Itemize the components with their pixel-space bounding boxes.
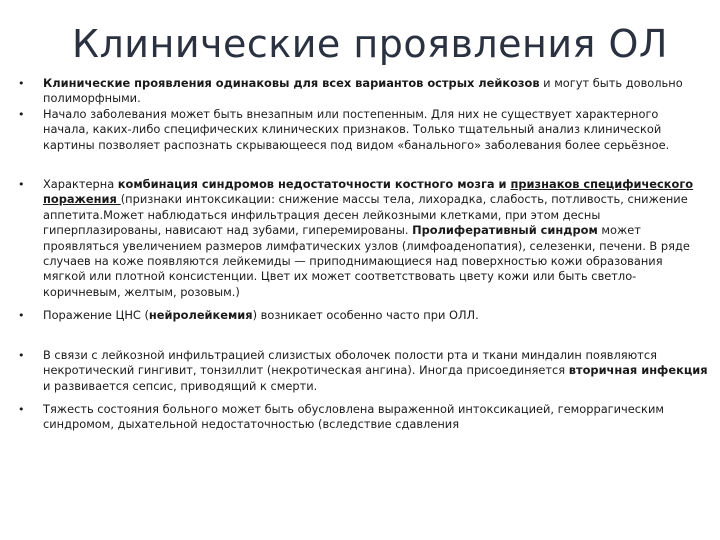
bullet-item-5 <box>18 348 708 394</box>
bullet-icon: • <box>18 402 25 416</box>
bullet-icon: • <box>18 309 25 323</box>
bullet-item-1 <box>18 76 708 107</box>
bullet-text: Поражение ЦНС (нейролейкемия) возникает особенно часто при ОЛЛ. <box>43 308 479 323</box>
bullet-icon: • <box>18 178 25 192</box>
bullet-item-4 <box>18 308 708 323</box>
slide-title: Клинические проявления ОЛ <box>72 22 668 66</box>
bullet-item-6 <box>18 402 708 433</box>
bullet-item-3 <box>18 177 708 300</box>
bullet-text: Тяжесть состояния больного может быть обусловлена выраженной интоксикацией, геморрагическим синдромом, дыхательной недостаточностью (вследствие сдавления <box>43 401 664 432</box>
bullet-icon: • <box>18 77 25 90</box>
bullet-text: Начало заболевания может быть внезапным или постепенным. Для них не существует характерного начала, каких-либо специфических клинических признаков. Только тщательный анализ клинической картины позволяет распознать скрывающееся под видом «банального» заболевания более серьёзное. <box>43 106 670 152</box>
bullet-item-2 <box>18 107 708 153</box>
bullet-text: Характерна комбинация синдромов недостаточности костного мозга и признаков специфического поражения (признаки интоксикации: снижение массы тела, лихорадка, слабость, потливость, снижение аппетита.Может наблюдаться инфильтрация десен лейкозными клетками, при этом десны гиперплазированы, нависают над зубами, гиперемированы. Пролиферативный синдром может проявляться увеличением размеров лимфатических узлов (лимфоаденопатия), селезенки, печени. В ряде случаев на коже появляются лейкемиды — приподнимающиеся над поверхностью кожи образования мягкой или плотной консистенции. Цвет их может соответствовать цвету кожи или быть светло-коричневым, желтым, розовым.) <box>43 177 694 299</box>
bullet-icon: • <box>18 107 25 121</box>
bullet-icon: • <box>18 348 25 362</box>
bullet-list <box>18 76 708 433</box>
bullet-text: В связи с лейкозной инфильтрацией слизистых оболочек полости рта и ткани миндалин появляются некротический гингивит, тонзиллит (некротическая ангина). Иногда присоединяется вторичная инфекция и развивается сепсис, приводящий к смерти. <box>43 347 708 393</box>
bullet-text: Клинические проявления одинаковы для всех вариантов острых лейкозов и могут быть довольно полиморфными. <box>43 76 683 106</box>
